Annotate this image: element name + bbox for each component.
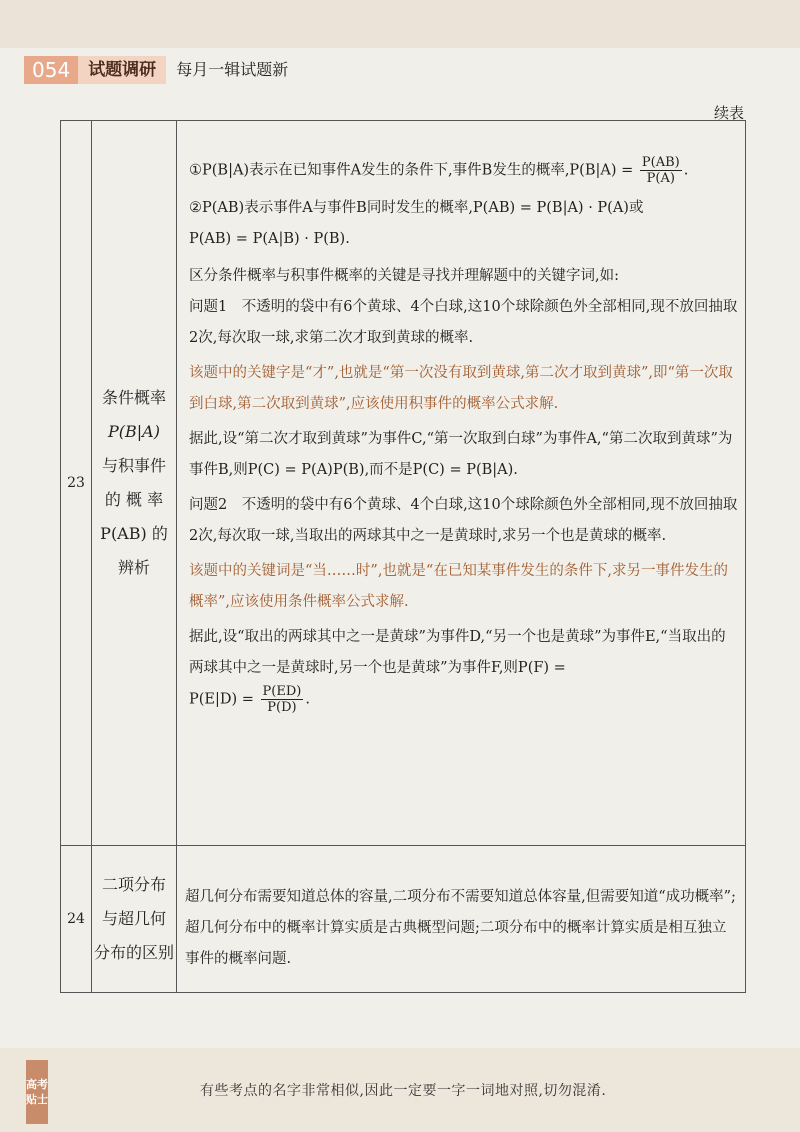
footer-band [0, 1048, 800, 1132]
solution-1: 据此,设“第二次才取到黄球”为事件C,“第一次取到白球”为事件A,“第二次取到黄球”为事件B,则P(C) = P(A)P(B),而不是P(C) = P(B|A). [189, 430, 733, 478]
row-topic [92, 121, 177, 845]
comparison-text: 超几何分布需要知道总体的容量,二项分布不需要知道总体容量,但需要知道“成功概率”;超几何分布中的概率计算实质是古典概型问题;二项分布中的概率计算实质是相互独立事件的概率问题. [185, 889, 736, 967]
formula-final: P(E|D) = $\frac{P(ED)}{P(D)}$ . [189, 683, 310, 715]
page-number: 054 [24, 56, 78, 84]
continued-label: 续表 [713, 104, 744, 122]
problem-1: 问题1 不透明的袋中有6个黄球、4个白球,这10个球除颜色外全部相同,现不放回抽取2次,每次取一球,求第二次才取到黄球的概率. [189, 298, 738, 346]
topic-line: 二项分布 [101, 875, 166, 894]
row-number: 24 [61, 846, 92, 992]
top-band [0, 0, 800, 48]
formula-product-a: ②P(AB)表示事件A与事件B同时发生的概率,P(AB) = P(B|A) · P(A)或 [189, 199, 644, 216]
topic-line: 与超几何 [101, 909, 166, 928]
topic-line: 的 概 率 [104, 490, 164, 509]
topic-line: 条件概率 [101, 388, 166, 407]
topic-line: P(B|A) [108, 422, 160, 441]
table-row [60, 845, 746, 993]
tip-text: 有些考点的名字非常相似,因此一定要一字一词地对照,切勿混淆. [200, 1083, 607, 1099]
formula-product-b: P(AB) = P(A|B) · P(B). [189, 230, 350, 247]
problem-2: 问题2 不透明的袋中有6个黄球、4个白球,这10个球除颜色外全部相同,现不放回抽取2次,每次取一球,当取出的两球其中之一是黄球时,求另一个也是黄球的概率. [189, 496, 738, 544]
section-subtitle: 每月一辑试题新 [176, 60, 289, 79]
content-table [60, 120, 746, 993]
row-number: 23 [61, 121, 92, 845]
topic-line: 辨析 [117, 558, 150, 577]
row-topic [92, 846, 177, 992]
analysis-1: 该题中的关键字是“才”,也就是“第一次没有取到黄球,第二次才取到黄球”,即“第一次取到白球,第二次取到黄球”,应该使用积事件的概率公式求解. [189, 364, 733, 412]
topic-line: 分布的区别 [93, 943, 174, 962]
row-explanation [177, 121, 745, 845]
topic-line: P(AB) 的 [100, 524, 168, 543]
section-title: 试题调研 [78, 56, 166, 84]
table-row [60, 120, 746, 845]
intro-paragraph: 区分条件概率与积事件概率的关键是寻找并理解题中的关键字词,如: [189, 267, 619, 284]
formula-conditional: ①P(B|A)表示在已知事件A发生的条件下,事件B发生的概率,P(B|A) = $\frac{P(AB)}{P(A)}$ . [189, 155, 689, 186]
page-header [24, 56, 288, 84]
fraction: $\frac{P(AB)}{P(A)}$ [641, 155, 680, 186]
fraction: $\frac{P(ED)}{P(D)}$ [262, 683, 302, 715]
topic-line: 与积事件 [101, 456, 166, 475]
tip-label: 高考贴士 [26, 1060, 48, 1124]
row-explanation [177, 846, 745, 992]
analysis-2: 该题中的关键词是“当……时”,也就是“在已知某事件发生的条件下,求另一事件发生的概率”,应该使用条件概率公式求解. [189, 562, 728, 610]
solution-2: 据此,设“取出的两球其中之一是黄球”为事件D,“另一个也是黄球”为事件E,“当取出的两球其中之一是黄球时,另一个也是黄球”为事件F,则P(F) = [189, 628, 726, 676]
